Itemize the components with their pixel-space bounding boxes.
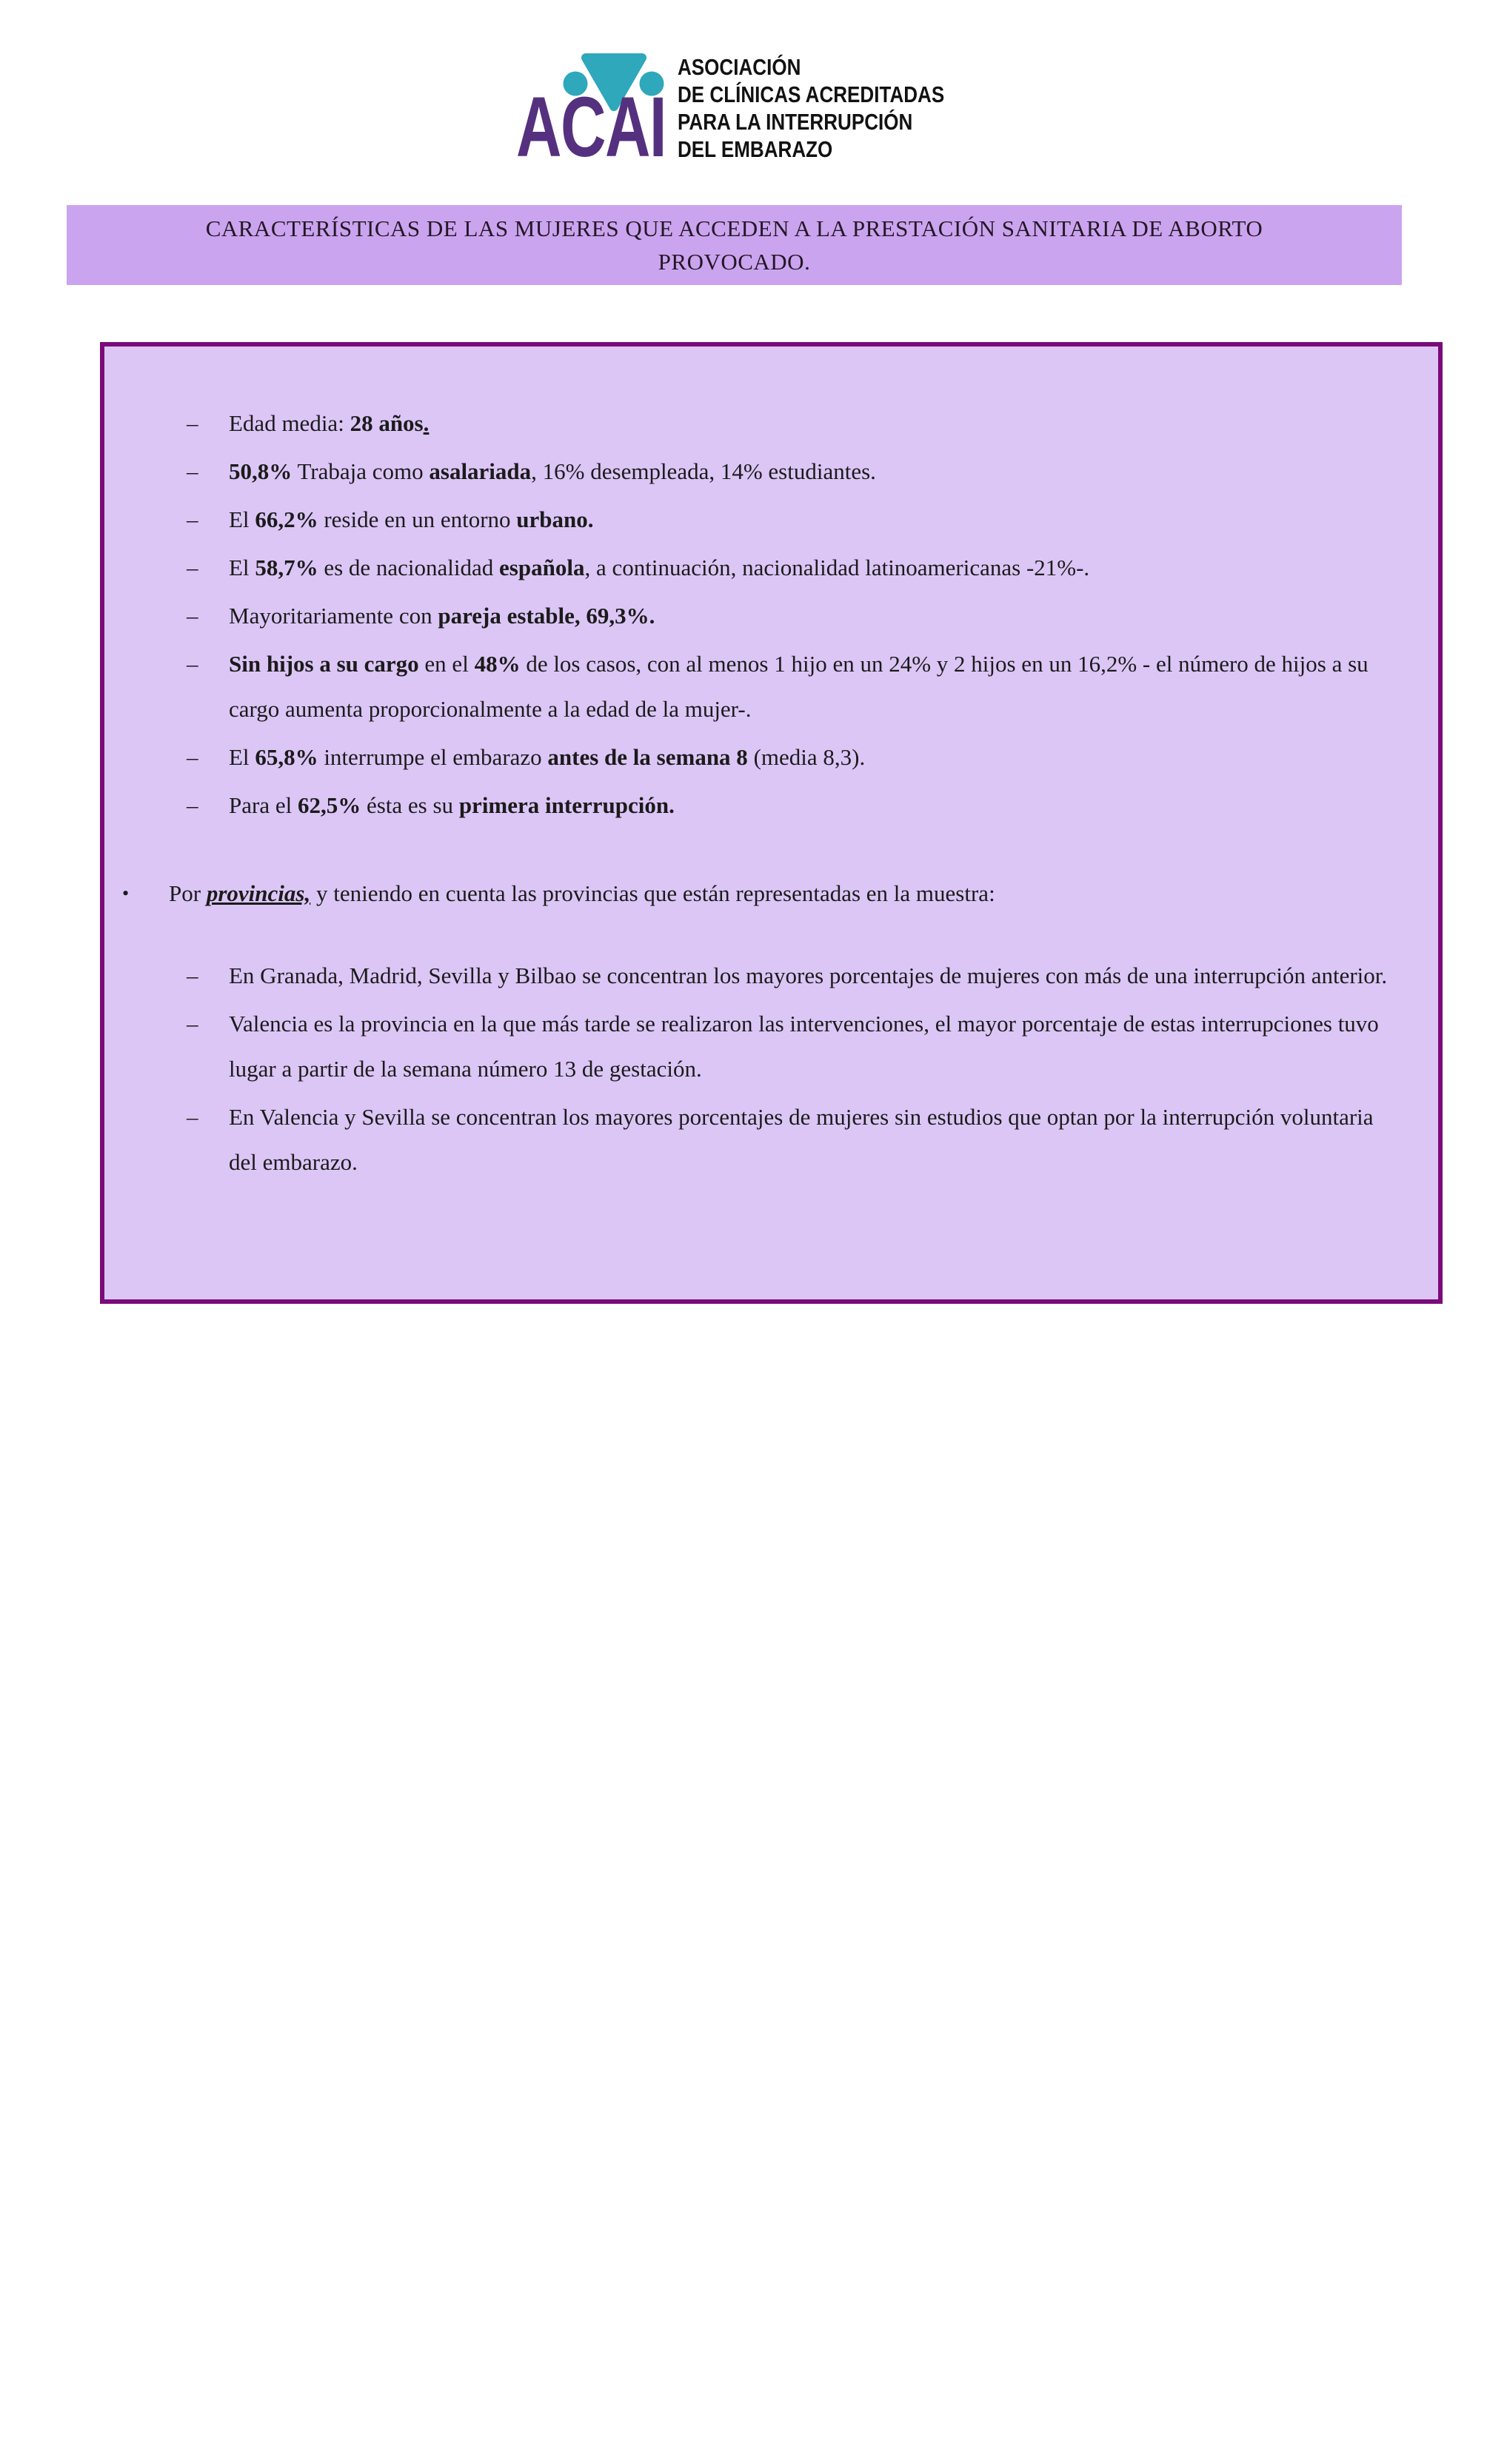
text-segment: Para el: [229, 792, 298, 818]
text-segment: interrumpe el embarazo: [318, 744, 548, 770]
list-item: [104, 1094, 1438, 1185]
list-item: [104, 734, 1438, 780]
page-title-line-2: PROVOCADO.: [658, 249, 811, 275]
text-segment: El: [229, 506, 255, 532]
text-segment: .: [423, 410, 430, 436]
text-segment: 66,2%: [255, 506, 318, 532]
text-segment: Por: [169, 880, 207, 906]
dash-marker: –: [187, 1104, 198, 1130]
text-segment: urbano.: [516, 506, 594, 532]
list-item-text: [229, 953, 1397, 998]
page-title-line-1: CARACTERÍSTICAS DE LAS MUJERES QUE ACCEDEN A LA PRESTACIÓN SANITARIA DE ABORTO: [205, 215, 1263, 241]
list-item: [104, 401, 1438, 446]
dash-marker: –: [187, 410, 198, 436]
text-segment: En Valencia y Sevilla se concentran los mayores porcentajes de mujeres sin estudios que optan por la interrupción voluntaria del embarazo.: [229, 1104, 1374, 1175]
text-segment: El: [229, 744, 255, 770]
list-item-text: [229, 401, 1397, 446]
list-item-text: [229, 734, 1397, 780]
list-item: [104, 593, 1438, 638]
list-item: [104, 449, 1438, 494]
list-item: [104, 641, 1438, 732]
acai-org-line: DE CLÍNICAS ACREDITADAS: [678, 81, 945, 107]
list-item-text: [229, 449, 1397, 494]
section-general: [104, 401, 1438, 828]
text-segment: Trabaja como: [292, 458, 430, 484]
list-item-text: [229, 1001, 1397, 1091]
list-item: [104, 953, 1438, 998]
text-segment: 50,8%: [229, 458, 293, 484]
text-segment: 48%: [474, 651, 521, 677]
text-segment: es de nacionalidad: [318, 555, 500, 580]
list-item-text: [229, 783, 1397, 828]
list-item: [104, 545, 1438, 590]
text-segment: En Granada, Madrid, Sevilla y Bilbao se concentran los mayores porcentajes de mujeres con más de una interrupción anterior.: [229, 962, 1388, 988]
acai-logo: [0, 0, 1487, 192]
acai-org-line: DEL EMBARAZO: [678, 136, 833, 162]
dash-marker: –: [187, 555, 198, 580]
summary-box: [100, 342, 1443, 1304]
list-item-text: [229, 593, 1397, 638]
text-segment: El: [229, 555, 255, 580]
list-item: [104, 1001, 1438, 1091]
acai-wordmark: ACAI: [516, 80, 666, 175]
dash-marker: –: [187, 506, 198, 532]
text-segment: española: [499, 555, 585, 580]
text-segment: antes de la semana 8: [547, 744, 748, 770]
dash-marker: –: [187, 651, 198, 677]
text-segment: Valencia es la provincia en la que más tarde se realizaron las intervenciones, el mayor porcentaje de estas interrupciones tuvo lugar a partir de la semana número 13 de gestación.: [229, 1011, 1379, 1082]
acai-org-name: [678, 53, 944, 163]
text-segment: primera interrupción.: [458, 792, 675, 818]
list-item: [104, 783, 1438, 828]
text-segment: 62,5%: [297, 792, 361, 818]
list-item-text: [169, 871, 1397, 916]
text-segment: , 16% desempleada, 14% estudiantes.: [531, 458, 876, 484]
list-item: [104, 497, 1438, 542]
dash-marker: –: [187, 962, 198, 988]
dash-marker: –: [187, 792, 198, 818]
list-item-text: [229, 641, 1397, 732]
summary-list: [104, 346, 1438, 1185]
text-segment: pareja estable, 69,3%.: [438, 603, 655, 629]
acai-org-line: ASOCIACIÓN: [678, 54, 801, 80]
text-segment: 65,8%: [255, 744, 318, 770]
text-segment: en el: [418, 651, 475, 677]
list-item-text: [229, 545, 1397, 590]
section-provincias: [104, 871, 1438, 1185]
list-item-text: [229, 497, 1397, 542]
text-segment: Mayoritariamente con: [229, 603, 438, 629]
text-segment: 28 años: [350, 410, 424, 436]
text-segment: provincias,: [206, 880, 311, 906]
text-segment: (media 8,3).: [747, 744, 866, 770]
text-segment: reside en un entorno: [318, 506, 517, 532]
text-segment: de los casos, con al menos 1 hijo en un 24% y 2 hijos en un 16,2% - el número de hijos a su cargo aumenta proporcionalmente a la edad de la mujer-.: [229, 651, 1369, 722]
dash-marker: –: [187, 744, 198, 770]
list-item: [104, 871, 1438, 916]
dash-marker: –: [187, 603, 198, 629]
list-item-text: [229, 1094, 1397, 1185]
title-banner: [67, 205, 1402, 285]
bullet-marker: •: [122, 883, 130, 904]
text-segment: ésta es su: [361, 792, 459, 818]
text-segment: 58,7%: [255, 555, 318, 580]
text-segment: Edad media:: [229, 410, 350, 436]
dash-marker: –: [187, 458, 198, 484]
text-segment: , a continuación, nacionalidad latinoamericanas -21%-.: [584, 555, 1090, 580]
dash-marker: –: [187, 1011, 198, 1037]
text-segment: Sin hijos a su cargo: [229, 651, 419, 677]
text-segment: asalariada: [429, 458, 532, 484]
acai-org-line: PARA LA INTERRUPCIÓN: [678, 109, 913, 135]
text-segment: y teniendo en cuenta las provincias que están representadas en la muestra:: [310, 880, 995, 906]
